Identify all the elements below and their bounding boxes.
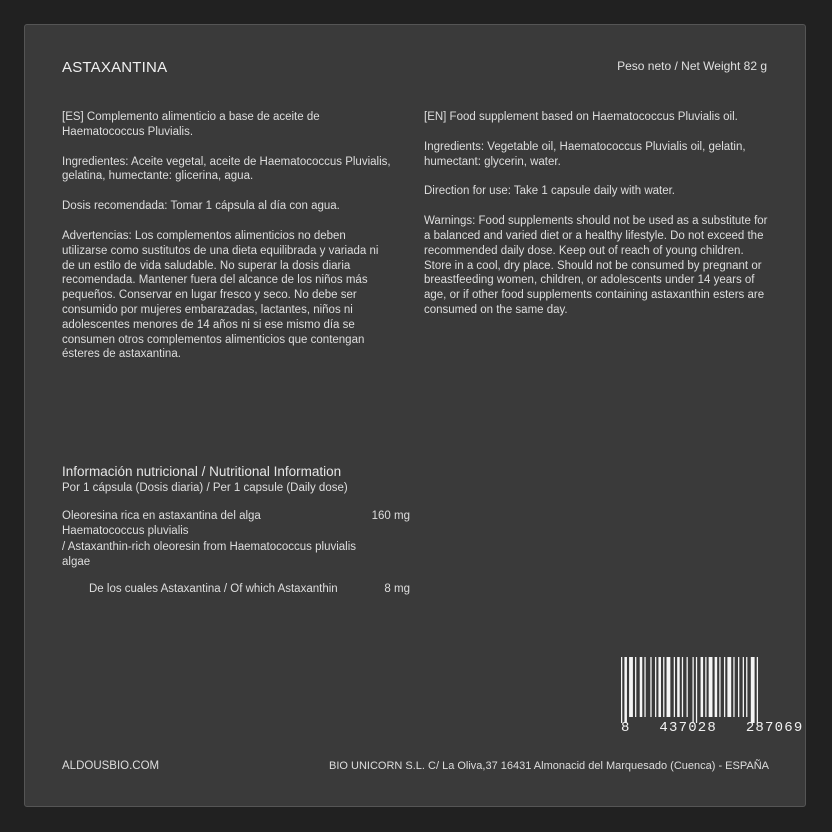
nutrition-row1-es: Oleoresina rica en astaxantina del alga Haematococcus pluvialis <box>62 510 261 537</box>
barcode-bar <box>640 657 643 717</box>
nutrition-row2-value: 8 mg <box>384 583 410 595</box>
barcode-bar <box>621 657 622 723</box>
barcode-bar <box>624 657 627 723</box>
english-intro: [EN] Food supplement based on Haematococcus Pluvialis oil. <box>424 111 738 123</box>
barcode-bar <box>644 657 645 717</box>
barcode-bar <box>738 657 739 717</box>
barcode-bar <box>650 657 651 717</box>
english-column <box>424 110 774 333</box>
nutrition-row2-label: De los cuales Astaxantina / Of which Astaxanthin <box>89 583 338 595</box>
nutrition-per-dose: Por 1 cápsula (Dosis diaria) / Per 1 capsule (Daily dose) <box>62 482 348 494</box>
barcode-bar <box>733 657 734 717</box>
barcode-bar <box>751 657 755 723</box>
product-title: ASTAXANTINA <box>62 59 168 76</box>
barcode-bar <box>635 657 636 717</box>
barcode-bar <box>746 657 747 717</box>
spanish-ingredients: Ingredientes: Aceite vegetal, aceite de Haematococcus Pluvialis, gelatina, humectante: glicerina, agua. <box>62 155 391 183</box>
barcode-bar <box>743 657 744 717</box>
barcode-number: 8 437028 287069 <box>621 720 804 736</box>
barcode-bar <box>757 657 758 723</box>
barcode-bar <box>677 657 680 717</box>
product-label <box>24 24 806 807</box>
net-weight: Peso neto / Net Weight 82 g <box>617 59 767 73</box>
website-link[interactable]: ALDOUSBIO.COM <box>62 760 160 772</box>
barcode-bar <box>663 657 664 717</box>
barcode-bar <box>705 657 706 717</box>
barcode-bar <box>719 657 720 717</box>
barcode-bar <box>687 657 688 717</box>
barcode-graphic <box>621 657 773 723</box>
barcode-bar <box>727 657 731 717</box>
spanish-dosage: Dosis recomendada: Tomar 1 cápsula al día con agua. <box>62 200 340 213</box>
barcode-bar <box>709 657 713 717</box>
english-warnings: Warnings: Food supplements should not be used as a substitute for a balanced and varied diet or a healthy lifestyle. Do not exceed the recommended daily dose. Keep out of reach of young children. Store in a cool, dry place. Should not be consumed by pregnant or breastfeeding women, children, or adolescents under 14 years of age, or if other food supplements containing astaxanthin esters are consumed on the same day. <box>424 215 768 316</box>
nutrition-title: Información nutricional / Nutritional Information <box>62 464 342 479</box>
barcode-bar <box>674 657 675 717</box>
barcode-bar <box>692 657 693 723</box>
company-address: BIO UNICORN S.L. C/ La Oliva,37 16431 Almonacid del Marquesado (Cuenca) - ESPAÑA <box>329 760 769 772</box>
nutrition-row1-value: 160 mg <box>371 510 410 522</box>
barcode-bar <box>682 657 683 717</box>
barcode-bar <box>658 657 661 717</box>
english-ingredients: Ingredients: Vegetable oil, Haematococcus Pluvialis oil, gelatin, humectant: glycerin, water. <box>424 140 746 168</box>
barcode-bar <box>655 657 656 717</box>
barcode-bar <box>701 657 704 717</box>
spanish-warnings: Advertencias: Los complementos alimenticios no deben utilizarse como sustitutos de una dieta equilibrada y variada ni de un estilo de vida saludable. No superar la dosis diaria recomendada. Mantener fuera del alcance de los niños más pequeños. Conservar en lugar fresco y seco. No debe ser consumido por mujeres embarazadas, lactantes, niños ni adolescentes menores de 14 años ni si ese mismo día se consumen otros complementos alimenticios que contengan ésteres de astaxantina. <box>62 229 379 361</box>
barcode-bar <box>715 657 718 717</box>
barcode-bar <box>629 657 633 717</box>
nutrition-row1-en: / Astaxanthin-rich oleoresin from Haematococcus pluvialis algae <box>62 541 357 568</box>
english-dosage: Direction for use: Take 1 capsule daily with water. <box>424 185 675 198</box>
spanish-intro: [ES] Complemento alimenticio a base de aceite de Haematococcus Pluvialis. <box>62 111 320 138</box>
barcode-bar <box>667 657 671 717</box>
barcode-bar <box>696 657 697 723</box>
spanish-column <box>62 110 392 377</box>
barcode-bar <box>724 657 725 717</box>
